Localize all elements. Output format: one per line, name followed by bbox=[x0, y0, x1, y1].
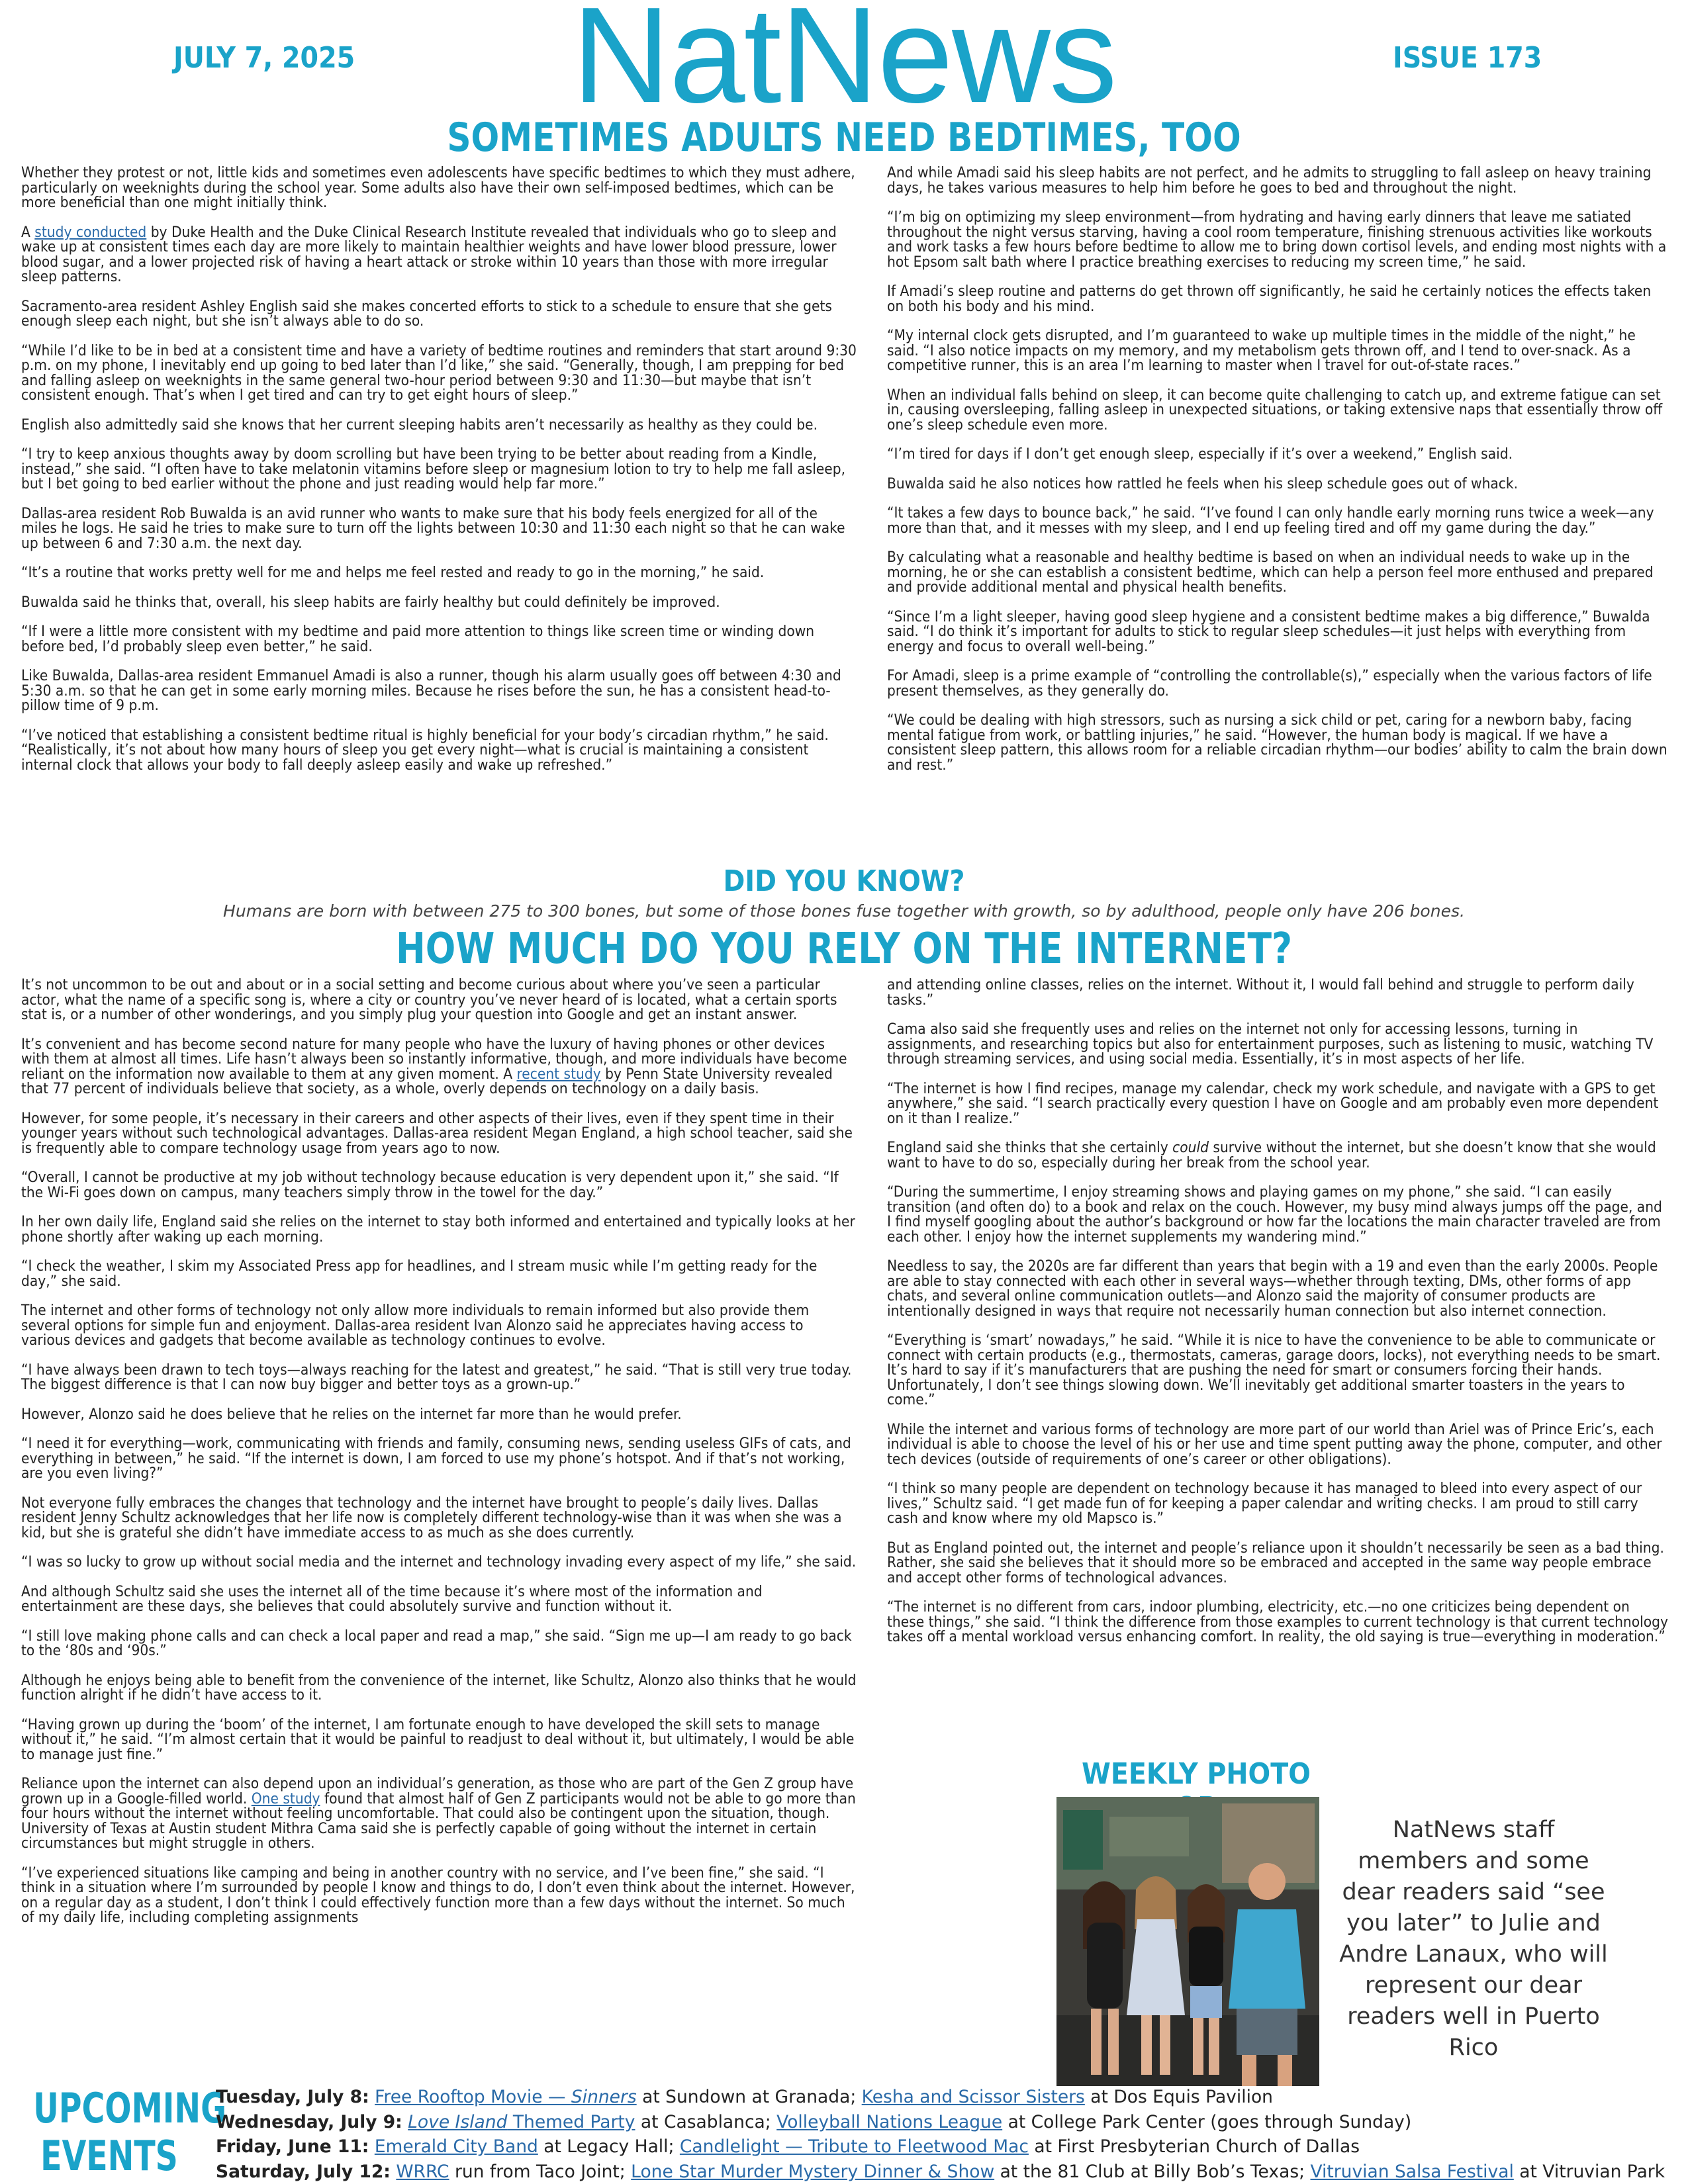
emphasis: could bbox=[1172, 1139, 1209, 1156]
paragraph: “The internet is no different from cars, indoor plumbing, electricity, etc.—no one criticizes being dependent on these things,” she said. “I think the difference from those examples to current technology is that current technology takes off a mental workload versus enhancing comfort. In reality, the old saying is true—everything in moderation.” bbox=[887, 1598, 1668, 1645]
event-row bbox=[216, 2110, 1672, 2135]
paragraph: “During the summertime, I enjoy streaming shows and playing games on my phone,” she said. “I can easily transition (and often do) to a book and relax on the couch. However, my busy mind always jumps off the page, and I find myself googling about the author’s background or how far the locations the main character traveled are from each other. I enjoy how the internet supplements my wandering mind.” bbox=[887, 1183, 1662, 1246]
event-link[interactable]: Candlelight — Tribute to Fleetwood Mac bbox=[679, 2136, 1029, 2157]
event-text bbox=[402, 2112, 408, 2132]
issue-number: ISSUE 173 bbox=[1393, 41, 1542, 75]
paragraph: Not everyone fully embraces the changes that technology and the internet have brought to people’s daily lives. Dallas resident Jenny Schultz acknowledges that her life now is completely different technology-wise than it was when she was a kid, but she is grateful she didn’t have immediate access to as much as she does currently. bbox=[21, 1494, 842, 1541]
paragraph: “Everything is ‘smart’ nowadays,” he said. “While it is nice to have the convenience to be able to communicate or connect with certain products (e.g., thermostats, cameras, garage doors, locks), not everything needs to be smart. It’s hard to say if it’s manufacturers that are pushing the need for smart or consumers forcing their hands. Unfortunately, I don’t see things slowing down. We’ll inevitably get additional smarter toasters in the years to come.” bbox=[887, 1332, 1661, 1408]
event-text: at College Park Center (goes through Sunday) bbox=[1002, 2111, 1412, 2132]
event-row bbox=[216, 2134, 1672, 2160]
event-link[interactable]: Love Island bbox=[408, 2111, 508, 2132]
paragraph: “I still love making phone calls and can check a local paper and read a map,” she said. “Sign me up—I am ready to go back to the ‘80s and ‘90s.” bbox=[21, 1627, 852, 1659]
event-text: at Casablanca; bbox=[635, 2111, 777, 2132]
event-day: Saturday, July 12: bbox=[216, 2161, 391, 2182]
paragraph: “I try to keep anxious thoughts away by doom scrolling but have been trying to be better about reading from a Kindle, instead,” she said. “I often have to take melatonin vitamins before sleep or magnesium lotion to try to help me fall asleep, but I bet going to bed earlier without the phone and just reading would help far more.” bbox=[21, 445, 846, 492]
paragraph: Although he enjoys being able to benefit from the convenience of the internet, like Schultz, Alonzo also thinks that he would function alright if he didn’t have access to it. bbox=[21, 1671, 857, 1704]
article1-headline: SOMETIMES ADULTS NEED BEDTIMES, TOO bbox=[447, 114, 1241, 161]
paragraph: Like Buwalda, Dallas-area resident Emmanuel Amadi is also a runner, though his alarm usually goes off between 4:30 and 5:30 a.m. so that he can get in some early morning miles. Because he rises before the sun, he has a consistent head-to-pillow time of 9 p.m. bbox=[21, 667, 841, 714]
paragraph: And while Amadi said his sleep habits are not perfect, and he admits to struggling to fall asleep on heavy training days, he takes various measures to help him before he goes to bed and throughout the night. bbox=[887, 164, 1652, 197]
paragraph: Cama also said she frequently uses and relies on the internet not only for accessing lessons, turning in assignments, and researching topics but also for entertainment purposes, such as listening to music, watching TV through streaming services, and using social media. Essentially, it’s in most aspects of her life. bbox=[887, 1021, 1654, 1068]
paragraph: Needless to say, the 2020s are far different than years that begin with a 19 and even than the early 2000s. People are able to stay connected with each other in several ways—whether through texting, DMs, other forms of app chats, and several online communication outlets—and Alonzo said the majority of consumer products are intentionally designed in ways that require not necessarily human connection but also internet connection. bbox=[887, 1257, 1658, 1320]
paragraph: “I need it for everything—work, communicating with friends and family, consuming news, sending useless GIFs of cats, and everything in between,” he said. “If the internet is down, I am forced to use my phone’s hotspot. And if that’s not working, are you even living?” bbox=[21, 1435, 851, 1482]
event-link[interactable]: Themed Party bbox=[507, 2111, 635, 2132]
did-you-know-fact: Humans are born with between 275 to 300 bones, but some of those bones fuse together with growth, so by adulthood, people only have 206 bones. bbox=[223, 901, 1465, 921]
paragraph: “I was so lucky to grow up without social media and the internet and technology invading every aspect of my life,” she said. bbox=[21, 1553, 857, 1570]
event-link[interactable]: Free Rooftop Movie — bbox=[375, 2087, 571, 2107]
upcoming-events-title: UPCOMING EVENTS bbox=[33, 2084, 226, 2180]
event-text: at the 81 Club at Billy Bob’s Texas; bbox=[994, 2161, 1311, 2182]
paragraph: “I’m tired for days if I don’t get enough sleep, especially if it’s over a weekend,” English said. bbox=[887, 445, 1513, 463]
article1-column-1 bbox=[21, 165, 857, 787]
paragraph: In her own daily life, England said she relies on the internet to stay both informed and entertained and typically looks at her phone shortly after waking up each morning. bbox=[21, 1213, 855, 1246]
paragraph: English also admittedly said she knows that her current sleeping habits aren’t necessarily as healthy as they could be. bbox=[21, 416, 818, 433]
event-link[interactable]: Emerald City Band bbox=[374, 2136, 538, 2157]
paragraph: “My internal clock gets disrupted, and I’m guaranteed to wake up multiple times in the middle of the night,” he said. “I also notice impacts on my memory, and my metabolism gets thrown off, and I tend to over-snack. As a competitive runner, this is an area I’m learning to master when I travel for out-of-state races.” bbox=[887, 327, 1636, 374]
paragraph: Whether they protest or not, little kids and sometimes even adolescents have specific bedtimes to which they must adhere, particularly on weeknights during the school year. Some adults also have their own self-imposed bedtimes, which can be more beneficial than one might initially think. bbox=[21, 164, 855, 211]
event-text: at Legacy Hall; bbox=[538, 2136, 680, 2157]
event-text: at First Presbyterian Church of Dallas bbox=[1028, 2136, 1360, 2157]
event-link[interactable]: Volleyball Nations League bbox=[776, 2111, 1003, 2132]
event-day: Friday, June 11: bbox=[216, 2136, 369, 2157]
group-photo bbox=[1056, 1797, 1319, 2086]
group-photo-illustration bbox=[1056, 1797, 1319, 2086]
paragraph: It’s not uncommon to be out and about or in a social setting and become curious about where you’ve seen a particular actor, what the name of a specific song is, where a city or country you’ve never heard of is located, what a certain sports stat is, or a number of other wonderings, and you simply plug your question into Google and get an instant answer. bbox=[21, 976, 837, 1023]
paragraph: “Having grown up during the ‘boom’ of the internet, I am fortunate enough to have developed the skill sets to manage without it,” he said. “I’m almost certain that it would be painful to readjust to deal without it, but ultimately, I would be able to manage just fine.” bbox=[21, 1715, 855, 1763]
paragraph: “Since I’m a light sleeper, having good sleep hygiene and a consistent bedtime makes a big difference,” Buwalda said. “I do think it’s important for adults to stick to regular sleep schedules—it just helps with everything from energy and focus to overall well-being.” bbox=[887, 608, 1650, 655]
event-row bbox=[216, 2160, 1672, 2184]
event-text: at Sundown at Granada; bbox=[636, 2087, 862, 2107]
paragraph: While the internet and various forms of technology are more part of our world than Ariel was of Prince Eric’s, each individual is able to choose the level of his or her use and time spent putting away the phone, computer, and other tech devices (outside of requirements of one’s career or other obligations). bbox=[887, 1420, 1662, 1468]
paragraph: “I have always been drawn to tech toys—always reaching for the latest and greatest,” he said. “That is still very true today. The biggest difference is that I can now buy bigger and better toys as a grown-up.” bbox=[21, 1361, 852, 1393]
paragraph: However, for some people, it’s necessary in their careers and other aspects of their lives, even if they spent time in their younger years without such technological advantages. Dallas-area resident Megan England, a high school teacher, said she is frequently able to compare technology usage from years ago to now. bbox=[21, 1109, 853, 1157]
event-day: Tuesday, July 8: bbox=[216, 2087, 369, 2107]
event-day: Wednesday, July 9: bbox=[216, 2111, 402, 2132]
paragraph: “While I’d like to be in bed at a consistent time and have a variety of bedtime routines and reminders that start around 9:30 p.m. on my phone, I inevitably end up going to bed later than I’d like,” she said. “Generally, though, I am prepping for bed and falling asleep on weeknights in the same general two-hour period between 9:30 and 11:30—but maybe that isn’t consistent enough. That’s when I get tired and can try to get eight hours of sleep.” bbox=[21, 341, 857, 404]
paragraph: And although Schultz said she uses the internet all of the time because it’s where most of the information and entertainment are these days, she believes that could absolutely survive and function without it. bbox=[21, 1582, 763, 1615]
paragraph: “We could be dealing with high stressors, such as nursing a sick child or pet, caring for a newborn baby, facing mental fatigue from work, or battling injuries,” he said. “However, the human body is magical. If we have a consistent sleep pattern, this allows room for a reliable circadian rhythm—our bodies’ ability to calm the brain down and rest.” bbox=[887, 711, 1667, 774]
paragraph: But as England pointed out, the internet and people’s reliance upon it shouldn’t necessarily be seen as a bad thing. Rather, she said she believes that it should more so be embraced and accepted in the same way people embrace and accept other forms of technological advances. bbox=[887, 1539, 1664, 1586]
paragraph: “I’ve experienced situations like camping and being in another country with no service, and I’ve been fine,” she said. “I think in a situation where I’m surrounded by people I know and things to do, I don’t even think about the internet. However, on a regular day as a student, I don’t think I could effectively function more than a few days without the internet. So much of my daily life, including completing assignments bbox=[21, 1864, 855, 1926]
paragraph: For Amadi, sleep is a prime example of “controlling the controllable(s),” especially when the various factors of life present themselves, as they generally do. bbox=[887, 667, 1652, 700]
paragraph: and attending online classes, relies on the internet. Without it, I would fall behind and struggle to perform daily tasks.” bbox=[887, 976, 1634, 1009]
paragraph: Reliance upon the internet can also depend upon an individual’s generation, as those who are part of the Gen Z group have grown up in a Google-filled world. One study found that almost half of Gen Z participants would not be able to go more than four hours without the internet without feeling uncomfortable. That could also be contingent upon the situation, though. University of Texas at Austin student Mithra Cama said she is perfectly capable of going without the internet in certain circumstances but might struggle in others. bbox=[21, 1775, 856, 1852]
paragraph: “If I were a little more consistent with my bedtime and paid more attention to things like screen time or winding down before bed, I’d probably sleep even better,” he said. bbox=[21, 623, 815, 655]
article1-column-2 bbox=[887, 165, 1669, 787]
study-conducted-link[interactable]: study conducted bbox=[34, 223, 147, 241]
paragraph: A study conducted by Duke Health and the Duke Clinical Research Institute revealed that individuals who go to sleep and wake up at consistent times each day are more likely to maintain healthier weights and have lower blood pressure, lower blood sugar, and a lower projected risk of having a heart attack or stroke within 10 years than those with more irregular sleep patterns. bbox=[21, 223, 837, 285]
paragraph: It’s convenient and has become second nature for many people who have the luxury of having phones or other devices with them at almost all times. Life hasn’t always been so instantly informative, though, and more individuals have become reliant on the information now available to them at any given moment. A recent study by Penn State University revealed that 77 percent of individuals believe that society, as a whole, overly depends on technology on a daily basis. bbox=[21, 1035, 847, 1097]
article2-column-1 bbox=[21, 978, 857, 1940]
paragraph: “The internet is how I find recipes, manage my calendar, check my work schedule, and navigate with a GPS to get anywhere,” she said. “I search practically every question I have on Google and am probably even more dependent on it than I realize.” bbox=[887, 1079, 1659, 1127]
paragraph: Dallas-area resident Rob Buwalda is an avid runner who wants to make sure that his body feels energized for all of the miles he logs. He said he tries to make sure to turn off the lights between 10:30 and 11:30 each night so that he can wake up between 6 and 7:30 a.m. the next day. bbox=[21, 504, 845, 552]
newsletter-title: NatNews bbox=[572, 0, 1116, 131]
paragraph: The internet and other forms of technology not only allow more individuals to remain informed but also provide them several options for simple fun and enjoyment. Dallas-area resident Ivan Alonzo said he appreciates having access to various devices and gadgets that become available as technology continues to evolve. bbox=[21, 1302, 810, 1349]
paragraph: England said she thinks that she certainly could survive without the internet, but she doesn’t know that she would want to have to do so, especially during her break from the school year. bbox=[887, 1139, 1656, 1171]
article2-column-2 bbox=[887, 978, 1669, 1659]
photo-caption: NatNews staff members and some dear readers said “see you later” to Julie and Andre Lanaux, who will represent our dear readers well in Puerto Rico bbox=[1339, 1817, 1608, 2061]
events-list bbox=[216, 2085, 1672, 2184]
paragraph: However, Alonzo said he does believe that he relies on the internet far more than he would prefer. bbox=[21, 1405, 682, 1423]
event-text bbox=[369, 2087, 375, 2107]
paragraph: Buwalda said he also notices how rattled he feels when his sleep schedule goes out of whack. bbox=[887, 475, 1519, 492]
event-link[interactable]: Lone Star Murder Mystery Dinner & Show bbox=[631, 2161, 995, 2182]
paragraph: Buwalda said he thinks that, overall, his sleep habits are fairly healthy but could definitely be improved. bbox=[21, 593, 720, 611]
issue-date: JULY 7, 2025 bbox=[173, 41, 355, 75]
event-text: at Vitruvian Park bbox=[1513, 2161, 1665, 2182]
paragraph: Sacramento-area resident Ashley English said she makes concerted efforts to stick to a schedule to ensure that she gets enough sleep each night, but she isn’t always able to do so. bbox=[21, 297, 832, 330]
paragraph: “I think so many people are dependent on technology because it has managed to bleed into every aspect of our lives,” Schultz said. “I get made fun of for keeping a paper calendar and writing checks. I am proud to still carry cash and know where my old Mapsco is.” bbox=[887, 1480, 1642, 1527]
paragraph: “I’ve noticed that establishing a consistent bedtime ritual is highly beneficial for your body’s circadian rhythm,” he said. “Realistically, it’s not about how many hours of sleep you get every night—what is crucial is maintaining a consistent internal clock that allows your body to fall deeply asleep easily and wake up refreshed.” bbox=[21, 726, 829, 774]
paragraph: When an individual falls behind on sleep, it can become quite challenging to catch up, and extreme fatigue can set in, causing oversleeping, falling asleep in unexpected situations, or taking extensive naps that essentially throw off one’s sleep schedule even more. bbox=[887, 386, 1663, 433]
event-text: run from Taco Joint; bbox=[449, 2161, 632, 2182]
paragraph: “It’s a routine that works pretty well for me and helps me feel rested and ready to go in the morning,” he said. bbox=[21, 564, 765, 581]
paragraph: “I check the weather, I skim my Associated Press app for headlines, and I stream music while I’m getting ready for the day,” she said. bbox=[21, 1257, 818, 1290]
photo-op-title: WEEKLY PHOTO bbox=[1082, 1757, 1311, 1791]
paragraph: “Overall, I cannot be productive at my job without technology because education is very dependent upon it,” she said. “If the Wi-Fi goes down on campus, many teachers simply throw in the towel for the day.” bbox=[21, 1169, 839, 1201]
event-link[interactable]: Sinners bbox=[571, 2087, 637, 2107]
paragraph: If Amadi’s sleep routine and patterns do get thrown off significantly, he said he certainly notices the effects taken on both his body and his mind. bbox=[887, 283, 1652, 315]
paragraph: By calculating what a reasonable and healthy bedtime is based on when an individual needs to wake up in the morning, he or she can establish a consistent bedtime, which can help a person feel more enthused and prepared and provide additional mental and physical health benefits. bbox=[887, 549, 1654, 596]
event-text: at Dos Equis Pavilion bbox=[1084, 2087, 1273, 2107]
event-link[interactable]: Kesha and Scissor Sisters bbox=[861, 2087, 1085, 2107]
event-link[interactable]: WRRC bbox=[396, 2161, 449, 2182]
paragraph: “It takes a few days to bounce back,” he said. “I’ve found I can only handle early morning runs twice a week—any more than that, and it messes with my sleep, and I end up feeling tired and off my game during the day.” bbox=[887, 504, 1654, 537]
event-row bbox=[216, 2085, 1672, 2110]
did-you-know-title: DID YOU KNOW? bbox=[723, 864, 965, 898]
paragraph: “I’m big on optimizing my sleep environment—from hydrating and having early dinners that leave me satiated throughout the night versus starving, having a cool room temperature, finishing strenuous activities like workouts and work tasks a few hours before bedtime to allow me to bring down cortisol levels, and ending most nights with a hot Epsom salt bath where I practice breathing exercises to reducing my screen time,” he said. bbox=[887, 208, 1667, 271]
event-text bbox=[369, 2136, 374, 2157]
one-study-link[interactable]: One study bbox=[251, 1790, 320, 1807]
event-link[interactable]: Vitruvian Salsa Festival bbox=[1310, 2161, 1514, 2182]
article2-headline: HOW MUCH DO YOU RELY ON THE INTERNET? bbox=[395, 925, 1293, 974]
recent-study-link[interactable]: recent study bbox=[516, 1065, 601, 1083]
